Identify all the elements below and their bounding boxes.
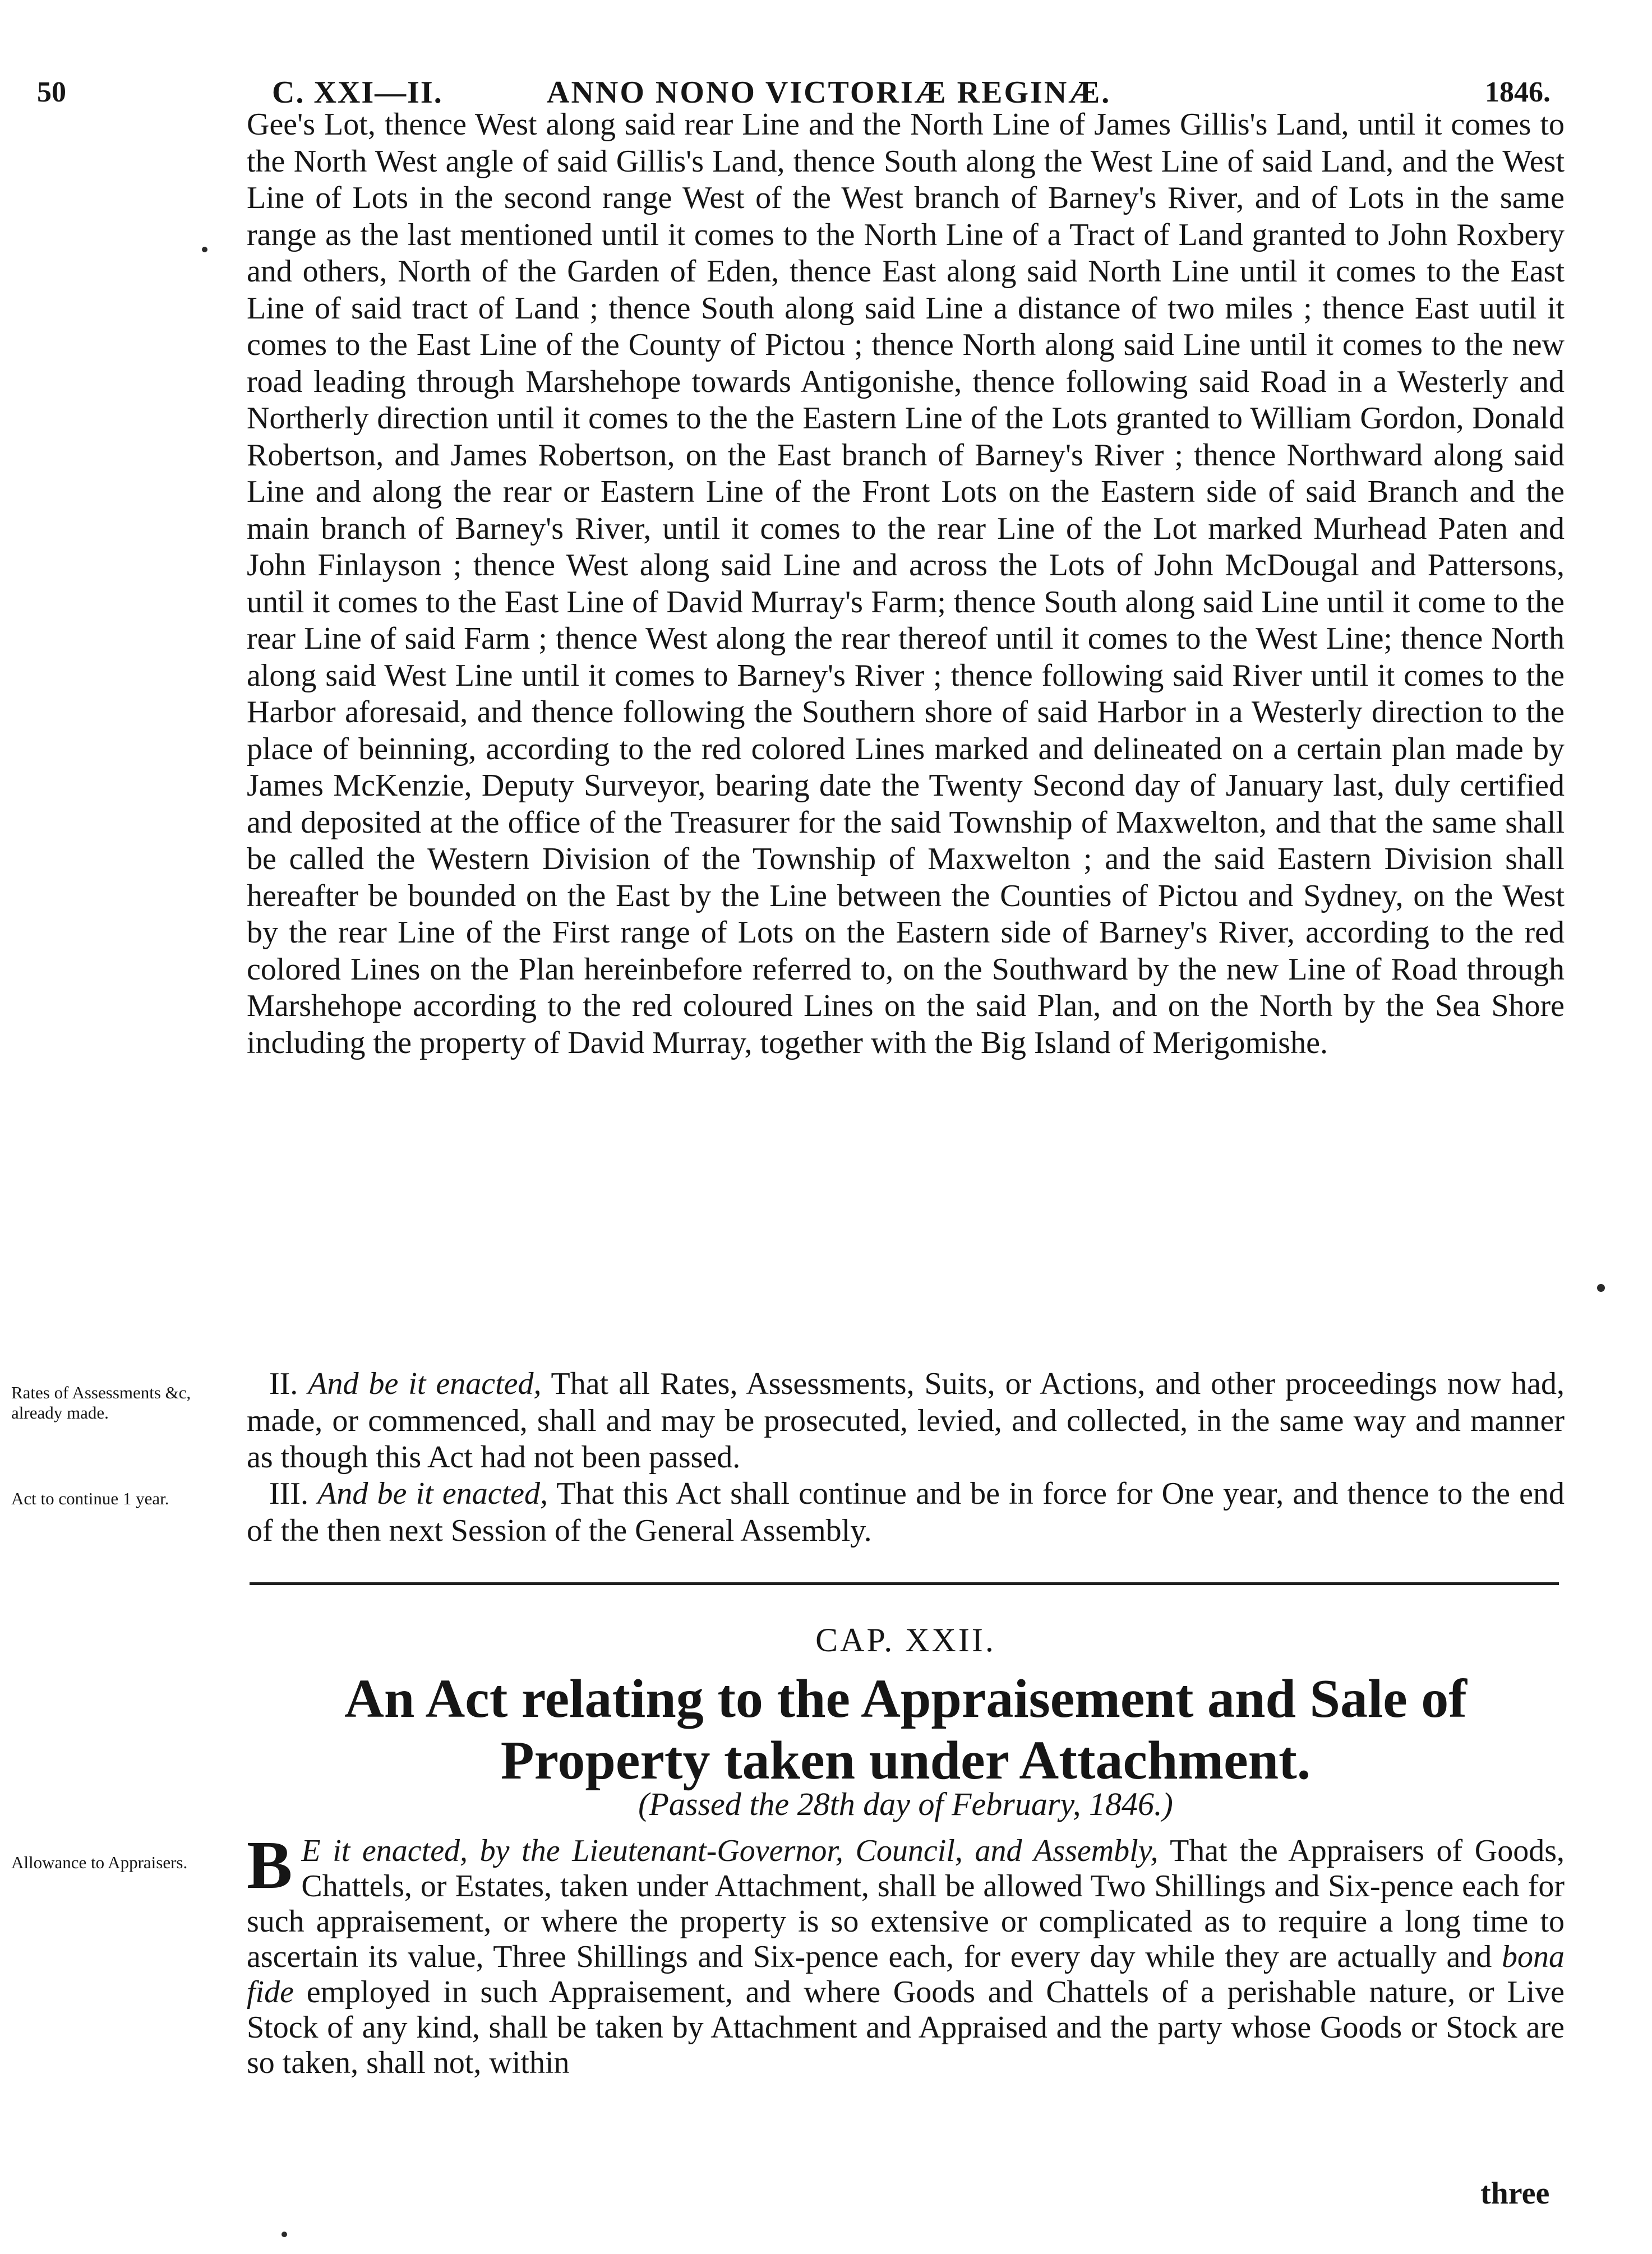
section-ii <box>247 1366 1565 1476</box>
drop-cap: B <box>247 1827 293 1903</box>
page-number: 50 <box>37 76 66 108</box>
chapter-reference: C. XXI—II. <box>272 75 443 110</box>
print-speck <box>282 2232 287 2237</box>
header-year: 1846. <box>1485 76 1551 108</box>
enacting-clause: E it enacted, by the Lieutenant-Governor, Council, and Assembly, <box>301 1833 1159 1868</box>
margin-note-continue: Act to continue 1 year. <box>11 1489 169 1508</box>
running-title: ANNO NONO VICTORIÆ REGINÆ. <box>547 75 1111 110</box>
section-text: That this Act shall continue and be in force for One year, and thence to the end of the then next Session of the General Assembly. <box>247 1476 1565 1548</box>
margin-note-allowance: Allowance to Appraisers. <box>11 1853 188 1872</box>
print-speck <box>202 247 207 252</box>
section-divider-rule <box>250 1582 1559 1585</box>
act-italic-phrase: bona fide <box>247 1939 1565 2010</box>
act-text-part-2: employed in such Appraisement, and where Goods and Chattels of a perishable nature, or Live Stock of any kind, shall be taken by Attachment and Appraised and the party whose Goods or Stock are so taken, shall not, within <box>247 1975 1565 2080</box>
cap-number: CAP. XXII. <box>815 1622 996 1659</box>
act-text-part-1: That the Appraisers of Goods, Chattels, or Estates, taken under Attachment, shall be allowed Two Shillings and Six-pence each for such appraisement, or where the property is so extensive or complicated as to require a long time to ascertain its value, Three Shillings and Six-pence each, for every day while they are actually and <box>247 1833 1565 1974</box>
catchword: three <box>1480 2176 1550 2211</box>
section-text: That all Rates, Assessments, Suits, or Actions, and other proceedings now had, made, or commenced, shall and may be prosecuted, levied, and collected, in the same way and manner as though this Act had not been passed. <box>247 1366 1565 1475</box>
boundary-paragraph: Gee's Lot, thence West along said rear Line and the North Line of James Gillis's Land, until it comes to the North West angle of said Gillis's Land, thence South along the West Line of said Land, and the West Line of Lots in the second range West of the West branch of Barney's River, and of Lots in the same range as the last mentioned until it comes to the North Line of a Tract of Land granted to John Roxbery and others, North of the Garden of Eden, thence East along said North Line until it comes to the East Line of said tract of Land ; thence South along said Line a distance of two miles ; thence East uutil it comes to the East Line of the County of Pictou ; thence North along said Line until it comes to the new road leading through Marshehope towards Antigonishe, thence following said Road in a Westerly and Northerly direction until it comes to the the Eastern Line of the Lots granted to William Gordon, Donald Robertson, and James Robertson, on the East branch of Barney's River ; thence Northward along said Line and along the rear or Eastern Line of the Front Lots on the Eastern side of said Branch and the main branch of Barney's River, until it comes to the rear Line of the Lot marked Murhead Paten and John Finlayson ; thence West along said Line and across the Lots of John McDougal and Pattersons, until it comes to the East Line of David Murray's Farm; thence South along said Line until it come to the rear Line of said Farm ; thence West along the rear thereof until it comes to the West Line; thence North along said West Line until it comes to Barney's River ; thence following said River until it comes to the Harbor aforesaid, and thence following the Southern shore of said Harbor in a Westerly direction to the place of beinning, according to the red colored Lines marked and delineated on a certain plan made by James McKenzie, Deputy Surveyor, bearing date the Twenty Second day of January last, duly certified and deposited at the office of the Treasurer for the said Township of Maxwelton, and that the same shall be called the Western Division of the Township of Maxwelton ; and the said Eastern Division shall hereafter be bounded on the East by the Line between the Counties of Pictou and Sydney, on the West by the rear Line of the First range of Lots on the Eastern side of Barney's River, according to the red colored Lines on the Plan hereinbefore referred to, on the Southward by the new Line of Road through Marshehope according to the red coloured Lines on the said Plan, and on the North by the Sea Shore including the property of David Murray, together with the Big Island of Merigomishe. <box>247 107 1565 1060</box>
enacting-words: And be it enacted, <box>317 1476 548 1511</box>
section-number: III. <box>269 1476 308 1511</box>
continued-boundary-text <box>247 107 1565 1061</box>
section-iii <box>247 1476 1565 1549</box>
act-title: An Act relating to the Appraisement and Sale of Property taken under Attachment. <box>344 1669 1467 1791</box>
margin-note-rates: Rates of Assessments &c, already made. <box>11 1383 191 1422</box>
passed-date: (Passed the 28th day of February, 1846.) <box>638 1786 1173 1822</box>
enacting-words: And be it enacted, <box>308 1366 542 1401</box>
act-body <box>247 1827 1565 2081</box>
section-number: II. <box>269 1366 298 1401</box>
print-speck <box>1597 1284 1605 1292</box>
